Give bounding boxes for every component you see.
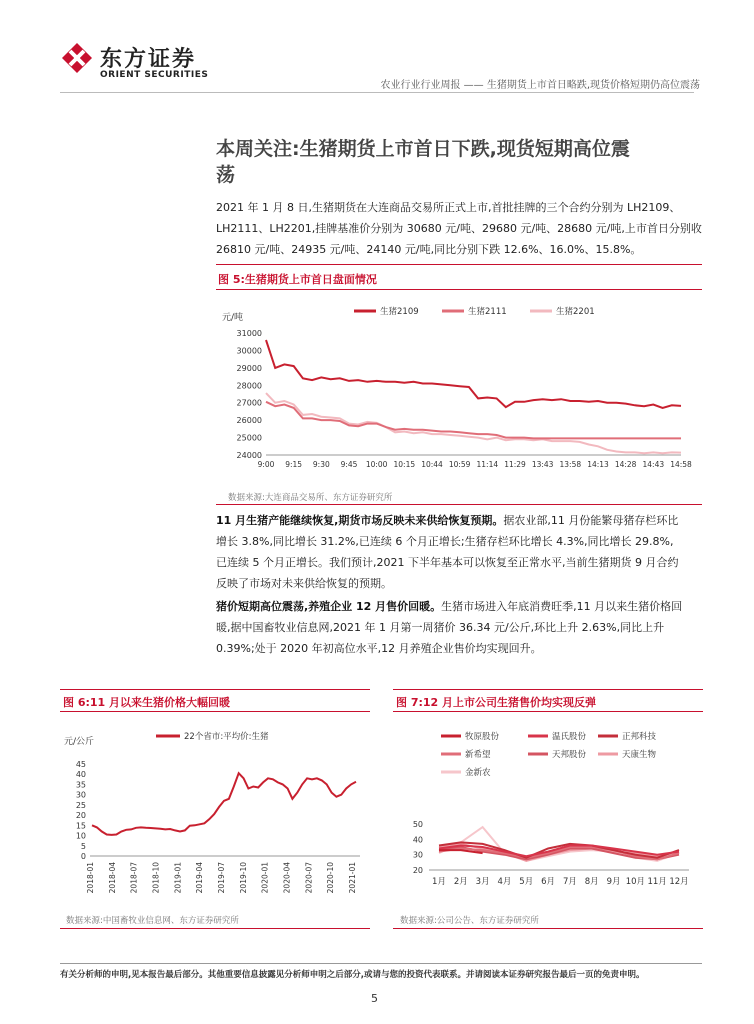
fig5-ytick-label: 25000 [236,433,262,443]
fig6-ytick-label: 0 [80,852,86,861]
para3-line1-rest: 生猪市场进入年底消费旺季,11 月以来生猪价格回 [441,600,683,613]
fig6-series-line [92,773,356,835]
para3-line1 [216,596,708,617]
para1-line2: LH2111、LH2201,挂牌基准价分别为 30680 元/吨、29680 元/吨、28680 元/吨,上市首日分别收 [216,222,702,235]
fig6-xtick-label: 2019-01 [173,862,183,894]
para3-bold: 猪价短期高位震荡,养殖企业 12 月售价回暖。 [216,600,442,613]
fig7-legend-label: 天邦股份 [552,750,587,760]
fig6-ytick-label: 20 [75,811,86,821]
para2-line3: 已连续 5 个月正增长。我们预计,2021 下半年基本可以恢复至正常水平,当前生猪期货 9 月合约 [216,556,679,569]
fig5-xtick-label: 9:15 [285,460,303,469]
fig7-chart [393,716,703,906]
fig7-legend-label: 新希望 [465,750,491,760]
fig6-xtick-label: 2018-04 [107,862,117,894]
fig7-legend-label: 正邦科技 [622,732,657,742]
logo-mark-icon [60,41,94,75]
fig7-legend-label: 牧原股份 [465,732,500,742]
fig7-xtick-label: 10月 [625,877,646,887]
fig7-ytick-label: 20 [412,866,423,875]
para2-line2: 增长 3.8%,同比增长 31.2%,已连续 6 个月正增长;生猪存栏环比增长 4.3%,同比增长 29.8%, [216,535,674,548]
fig6-title-rule [60,711,370,712]
section-title-line2: 荡 [216,164,236,186]
fig7-xtick-label: 9月 [606,877,621,887]
paragraph-3 [216,596,708,659]
fig6-xtick-label: 2020-10 [326,862,336,894]
para2-bold: 11 月生猪产能继续恢复,期货市场反映未来供给恢复预期。 [216,514,504,527]
para3-line3: 0.39%;处于 2020 年初高位水平,12 月养殖企业售价均实现回升。 [216,642,542,655]
fig5-xtick-label: 10:44 [421,460,443,469]
section-title [216,136,706,188]
fig6-ytick-label: 5 [80,841,86,851]
section-title-line1: 本周关注:生猪期货上市首日下跌,现货短期高位震 [216,138,630,160]
fig7-legend-label: 天康生物 [622,750,657,760]
fig6-title: 图 6:11 月以来生猪价格大幅回暖 [63,696,231,709]
fig7-source: 数据来源:公司公告、东方证券研究所 [400,916,539,926]
fig5-top-rule [216,264,702,265]
fig5-xtick-label: 9:00 [257,460,275,469]
report-type: 农业行业行业周报 [380,80,461,91]
fig7-xtick-label: 7月 [562,877,577,887]
fig7-xtick-label: 1月 [432,877,446,887]
fig6-ytick-label: 45 [75,760,86,769]
fig5-legend-label: 生猪2111 [468,307,507,317]
fig7-title-rule [393,711,703,712]
fig7-top-rule [393,689,703,690]
fig6-ytick-label: 30 [75,790,86,800]
report-subtitle: —— 生猪期货上市首日略跌,现货价格短期仍高位震荡 [463,80,700,91]
fig5-series-line [266,340,681,408]
fig5-xtick-label: 10:59 [448,460,471,469]
footer-disclaimer: 有关分析师的申明,见本报告最后部分。其他重要信息披露见分析师申明之后部分,或请与您的投资代表联系。并请阅读本证券研究报告最后一页的免责申明。 [60,970,645,980]
fig6-xtick-label: 2019-10 [238,862,248,894]
fig5-xtick-label: 14:58 [670,460,692,469]
fig5-ytick-label: 30000 [236,346,262,356]
fig5-xtick-label: 13:43 [531,460,554,469]
fig5-xtick-label: 9:30 [312,460,330,469]
fig7-xtick-label: 12月 [669,877,689,887]
fig5-xtick-label: 14:28 [614,460,637,469]
fig6-bottom-rule [60,928,370,929]
fig5-xtick-label: 11:14 [476,460,499,469]
fig5-xtick-label: 9:45 [340,460,358,469]
fig6-ylabel: 元/公斤 [64,737,95,747]
fig6-xtick-label: 2019-07 [217,862,226,894]
fig7-xtick-label: 2月 [453,877,468,887]
fig6-xtick-label: 2018-10 [151,862,161,894]
fig6-ytick-label: 15 [75,821,86,831]
fig6-xtick-label: 2019-04 [195,862,205,894]
para1-line1: 2021 年 1 月 8 日,生猪期货在大连商品交易所正式上市,首批挂牌的三个合约分别为 LH2109、 [216,201,681,214]
fig6-xtick-label: 2020-01 [260,862,270,894]
fig6-xtick-label: 2020-04 [282,862,292,894]
para1-line3: 26810 元/吨、24935 元/吨、24140 元/吨,同比分别下跌 12.6%、16.0%、15.8%。 [216,243,642,256]
fig5-title-rule [216,289,702,290]
paragraph-1 [216,197,706,260]
fig6-chart [60,716,370,906]
fig5-ytick-label: 26000 [236,416,262,426]
fig6-source: 数据来源:中国畜牧业信息网、东方证券研究所 [66,916,239,926]
page-number: 5 [371,992,378,1005]
fig5-legend-label: 生猪2201 [556,307,595,317]
fig5-series-line [266,402,681,439]
header [60,38,700,93]
fig7-legend-label: 金新农 [465,768,491,778]
fig5-ylabel: 元/吨 [222,313,244,323]
company-name-cn: 东方证券 [100,47,197,72]
fig5-xtick-label: 14:43 [642,460,665,469]
fig7-ytick-label: 30 [412,850,423,860]
fig7-title: 图 7:12 月上市公司生猪售价均实现反弹 [396,696,597,709]
fig5-xtick-label: 11:29 [504,460,526,469]
fig6-ytick-label: 35 [75,780,86,790]
paragraph-2 [216,510,708,594]
fig5-ytick-label: 31000 [236,329,262,338]
fig7-xtick-label: 6月 [541,877,556,887]
fig5-ytick-label: 28000 [236,381,262,391]
fig7-xtick-label: 5月 [519,877,534,887]
fig6-xtick-label: 2018-07 [129,862,139,894]
fig7-xtick-label: 4月 [497,877,512,887]
fig5-ytick-label: 29000 [236,363,262,373]
report-header-text [380,76,700,91]
fig5-legend-label: 生猪2109 [380,307,419,317]
fig5-chart [216,293,702,488]
fig6-ytick-label: 25 [75,800,86,810]
para2-line4: 反映了市场对未来供给恢复的预期。 [216,577,392,590]
fig7-xtick-label: 3月 [475,877,490,887]
para2-line1 [216,510,708,531]
fig7-legend-label: 温氏股份 [552,732,587,742]
company-name-en: ORIENT SECURITIES [100,70,209,80]
fig6-ytick-label: 40 [75,770,86,780]
para2-line1-rest: 据农业部,11 月份能繁母猪存栏环比 [503,514,679,527]
fig6-xtick-label: 2021-01 [348,862,357,894]
fig5-xtick-label: 14:13 [587,460,609,469]
fig5-xtick-label: 13:58 [559,460,582,469]
fig5-ytick-label: 24000 [236,451,262,460]
header-divider [60,92,694,93]
fig5-bottom-rule [216,504,702,505]
fig5-title: 图 5:生猪期货上市首日盘面情况 [218,273,377,286]
fig5-xtick-label: 10:00 [365,460,388,469]
fig7-bottom-rule [393,928,703,929]
footer-divider [60,963,702,964]
company-logo-icon [60,41,94,75]
fig5-ytick-label: 27000 [236,398,262,408]
fig7-xtick-label: 11月 [647,877,667,887]
fig6-legend-label: 22个省市:平均价:生猪 [184,732,269,742]
fig7-ytick-label: 50 [412,820,423,829]
fig7-ytick-label: 40 [412,835,423,845]
fig6-xtick-label: 2018-01 [86,862,95,894]
para3-line2: 暖,据中国畜牧业信息网,2021 年 1 月第一周猪价 36.34 元/公斤,环比上升 2.63%,同比上升 [216,621,665,634]
fig6-top-rule [60,689,370,690]
fig5-xtick-label: 10:15 [393,460,416,469]
fig7-xtick-label: 8月 [584,877,599,887]
fig6-ytick-label: 10 [75,831,86,841]
fig5-source: 数据来源:大连商品交易所、东方证券研究所 [228,493,393,503]
fig6-xtick-label: 2020-07 [304,862,314,894]
